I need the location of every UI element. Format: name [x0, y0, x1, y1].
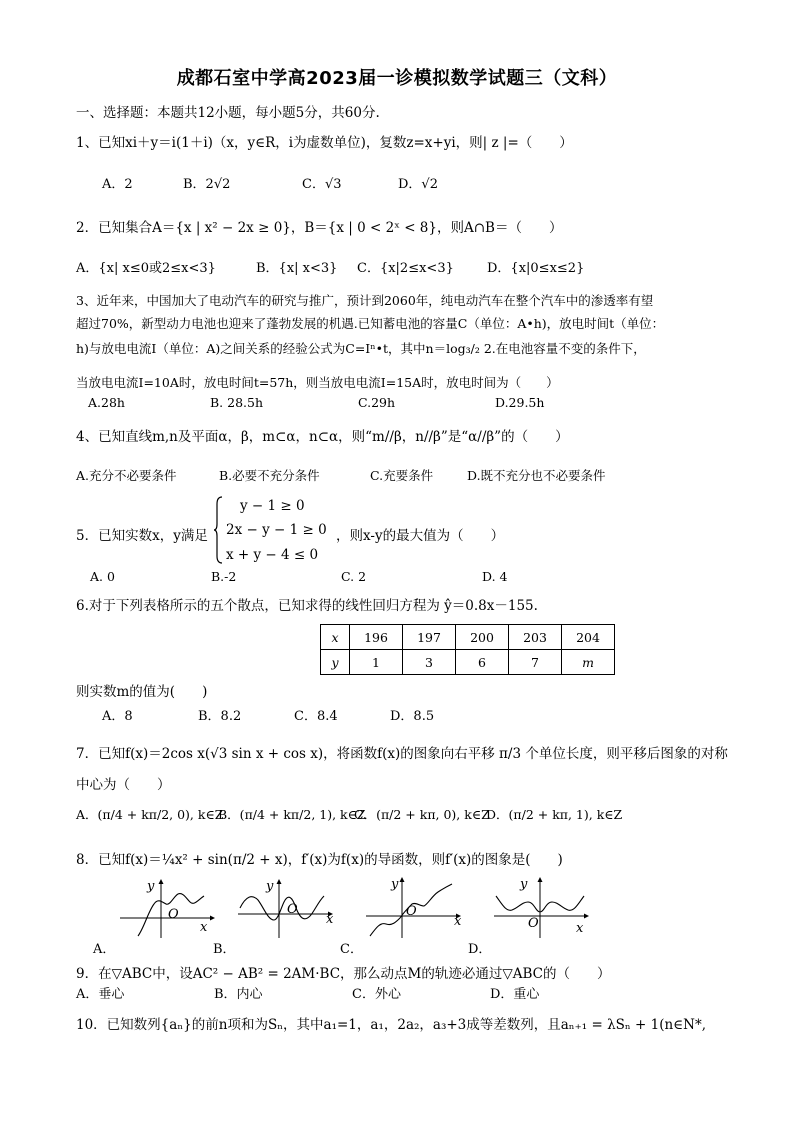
- q4-option-b: B.必要不充分条件: [219, 468, 320, 483]
- q6-question: 则实数m的值为( ): [76, 684, 208, 700]
- q7-option-a: A．(π/4 + kπ/2, 0), k∈Z: [76, 807, 224, 822]
- q9-option-c: C．外心: [352, 987, 401, 1002]
- q7-option-b: B．(π/4 + kπ/2, 1), k∈Z: [218, 807, 366, 822]
- q2-option-b: B．{x| x<3}: [256, 261, 338, 276]
- q2-option-a: A．{x| x≤0或2≤x<3}: [76, 261, 216, 276]
- graph-a-x-label: x: [200, 920, 208, 935]
- graph-d-origin: O: [528, 916, 539, 931]
- q2-stem: 2．已知集合A＝{x | x² − 2x ≥ 0}，B＝{x | 0 < 2ˣ < 8}，则A∩B＝（ ）: [76, 220, 563, 236]
- graph-d-y-label: y: [520, 877, 528, 892]
- q3-option-c: C.29h: [358, 395, 396, 410]
- q1-option-c: C．√3: [302, 177, 342, 192]
- q8-label-c: C．: [340, 942, 363, 957]
- table-row: [321, 650, 615, 675]
- graph-b: [234, 878, 334, 940]
- q5-condition-1: y − 1 ≥ 0: [240, 498, 305, 514]
- q4-option-a: A.充分不必要条件: [76, 468, 177, 483]
- graph-b-y-label: y: [266, 879, 274, 894]
- table-cell: 204: [562, 625, 615, 650]
- q9-stem: 9．在▽ABC中，设AC² − AB² = 2AM·BC，那么动点M的轨迹必通过▽ABC的（ ）: [76, 966, 611, 982]
- left-brace-icon: [213, 496, 223, 564]
- q1-stem: 1、已知xi＋y＝i(1＋i)（x，y∈R，i为虚数单位)，复数z=x+yi，则| z |=（ ）: [76, 135, 573, 151]
- table-cell: 200: [456, 625, 509, 650]
- q3-option-a: A.28h: [88, 395, 125, 410]
- table-cell: 6: [456, 650, 509, 675]
- graph-a-y-label: y: [147, 879, 155, 894]
- q3-line-4: 当放电电流I=10A时，放电时间t=57h，则当放电电流I=15A时，放电时间为（ ）: [76, 375, 559, 390]
- q5-suffix: ，则x-y的最大值为（ ）: [336, 528, 505, 544]
- table-cell: y: [321, 650, 350, 675]
- q4-option-c: C.充要条件: [370, 468, 434, 483]
- q8-label-d: D．: [468, 942, 492, 957]
- q6-option-c: C．8.4: [294, 709, 338, 724]
- table-cell: 7: [509, 650, 562, 675]
- scatter-table: [320, 624, 615, 675]
- table-cell: 203: [509, 625, 562, 650]
- q3-line-3: h)与放电电流I（单位：A)之间关系的经验公式为C=Iⁿ•t，其中n＝log₃/₂ 2.在电池容量不变的条件下，: [76, 341, 646, 356]
- graph-c-origin: O: [406, 904, 417, 919]
- graph-d-x-label: x: [576, 921, 584, 936]
- q4-stem: 4、已知直线m,n及平面α，β，m⊂α，n⊂α，则“m//β，n//β”是“α//β”的（ ）: [76, 429, 569, 445]
- table-cell: m: [562, 650, 615, 675]
- q3-option-b: B. 28.5h: [210, 395, 264, 410]
- q3-line-1: 3、近年来，中国加大了电动汽车的研究与推广，预计到2060年，纯电动汽车在整个汽车中的渗透率有望: [76, 293, 654, 308]
- q5-condition-2: 2x − y − 1 ≥ 0: [226, 522, 327, 538]
- table-cell: 196: [350, 625, 403, 650]
- q6-option-a: A．8: [102, 709, 133, 724]
- q7-option-d: D．(π/2 + kπ, 1), k∈Z: [486, 807, 623, 822]
- q6-option-b: B．8.2: [198, 709, 242, 724]
- q5-prefix: 5．已知实数x，y满足: [76, 528, 208, 544]
- q5-option-d: D. 4: [482, 569, 508, 584]
- q9-option-d: D．重心: [490, 987, 540, 1002]
- q10-stem: 10．已知数列{aₙ}的前n项和为Sₙ，其中a₁=1，a₁，2a₂，a₃+3成等差数列，且aₙ₊₁ = λSₙ + 1(n∈N*,: [76, 1017, 707, 1033]
- q8-label-b: B．: [213, 942, 236, 957]
- q3-line-2: 超过70%，新型动力电池也迎来了蓬勃发展的机遇.已知蓄电池的容量C（单位：A•h)，放电时间t（单位：: [76, 316, 665, 331]
- q5-option-c: C. 2: [341, 569, 367, 584]
- q7-line-1: 7．已知f(x)＝2cos x(√3 sin x + cos x)，将函数f(x)的图象向右平移 π/3 个单位长度，则平移后图象的对称: [76, 746, 728, 762]
- q4-option-d: D.既不充分也不必要条件: [467, 468, 606, 483]
- q8-label-a: A．: [93, 942, 116, 957]
- graph-b-x-label: x: [326, 912, 334, 927]
- graph-c-x-label: x: [454, 914, 462, 929]
- q5-option-b: B.-2: [211, 569, 237, 584]
- q6-option-d: D．8.5: [390, 709, 435, 724]
- table-cell: x: [321, 625, 350, 650]
- q9-option-a: A．垂心: [76, 987, 125, 1002]
- q1-option-a: A．2: [102, 177, 133, 192]
- q7-option-c: C．(π/2 + kπ, 0), k∈Z: [354, 807, 490, 822]
- page-title: 成都石室中学高2023届一诊模拟数学试题三（文科）: [176, 68, 618, 89]
- q8-stem: 8．已知f(x)＝¼x² + sin(π/2 + x)，f′(x)为f(x)的导函数，则f′(x)的图象是( ): [76, 852, 563, 868]
- table-cell: 1: [350, 650, 403, 675]
- section-heading: 一、选择题：本题共12小题，每小题5分，共60分.: [76, 105, 380, 121]
- q5-condition-3: x + y − 4 ≤ 0: [226, 547, 319, 563]
- table-row: [321, 625, 615, 650]
- q2-option-d: D．{x|0≤x≤2}: [487, 261, 585, 276]
- graph-d: [490, 876, 590, 940]
- q1-option-b: B．2√2: [183, 177, 231, 192]
- graph-c-y-label: y: [391, 877, 399, 892]
- table-cell: 3: [403, 650, 456, 675]
- q5-option-a: A. 0: [90, 569, 115, 584]
- table-cell: 197: [403, 625, 456, 650]
- q9-option-b: B．内心: [214, 987, 263, 1002]
- q1-option-d: D．√2: [398, 177, 438, 192]
- q7-line-2: 中心为（ ）: [76, 777, 171, 793]
- q3-option-d: D.29.5h: [495, 395, 545, 410]
- graph-b-origin: O: [287, 902, 298, 917]
- q2-option-c: C．{x|2≤x<3}: [357, 261, 454, 276]
- q6-stem: 6.对于下列表格所示的五个散点，已知求得的线性回归方程为 ŷ＝0.8x－155.: [76, 598, 538, 614]
- graph-a-origin: O: [168, 907, 179, 922]
